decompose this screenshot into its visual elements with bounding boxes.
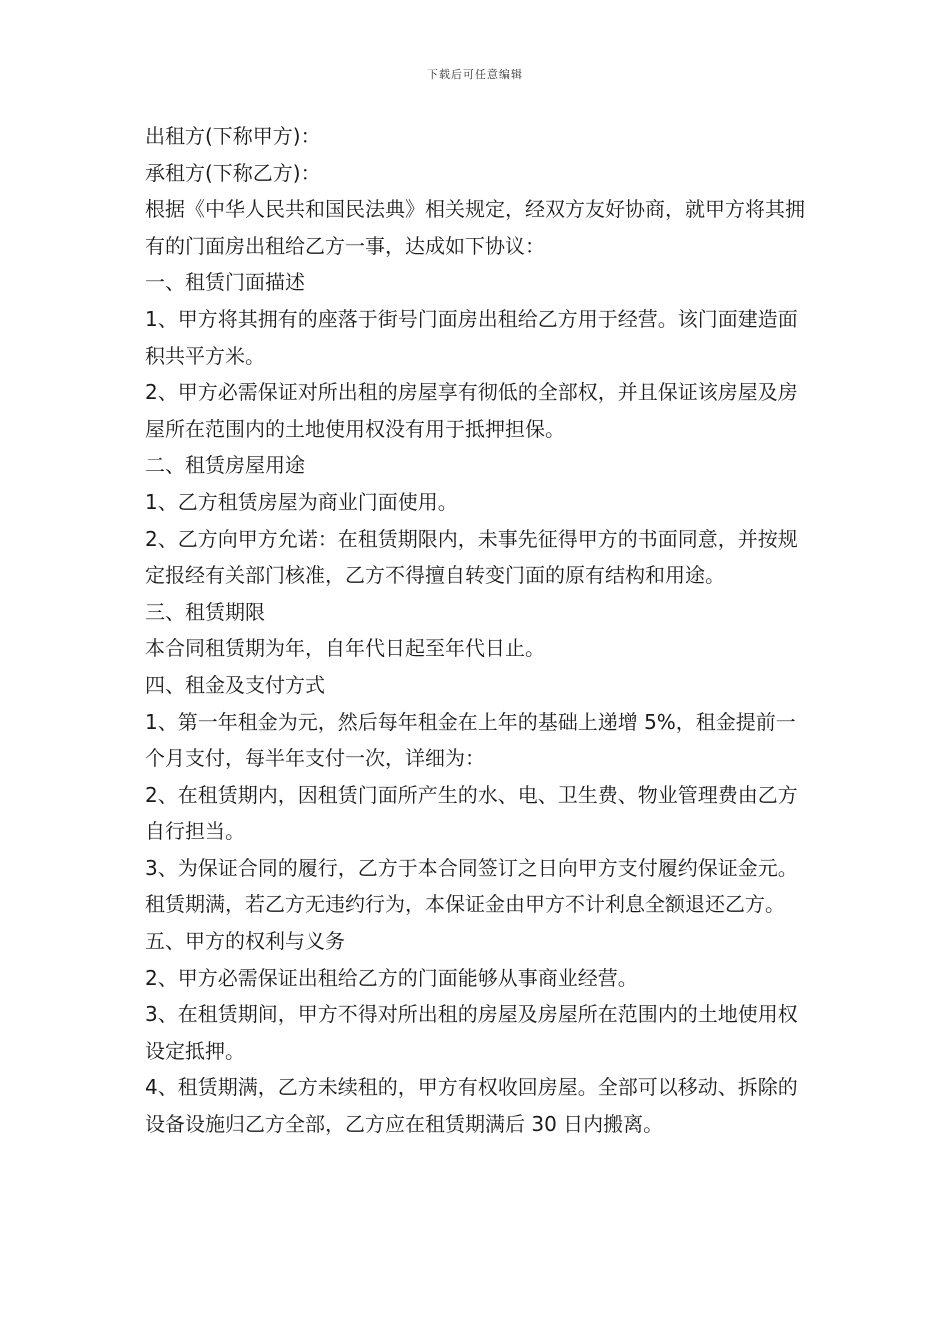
page-header: 下载后可任意编辑 (427, 68, 523, 81)
clause-4-1: 1、第一年租金为元，然后每年租金在上年的基础上递增 5%，租金提前一个月支付，每半年支付一次，详细为： (145, 709, 796, 771)
document-body (145, 118, 810, 1143)
clause-3-1: 本合同租赁期为年，自年代日起至年代日止。 (145, 636, 545, 661)
section-heading-2: 二、租赁房屋用途 (145, 453, 305, 478)
paragraph-lessee: 承租方(下称乙方)： (145, 160, 321, 185)
clause-2-2: 2、乙方向甲方允诺：在租赁期限内，未事先征得甲方的书面同意，并按规定报经有关部门核准，乙方不得擅自转变门面的原有结构和用途。 (145, 526, 798, 588)
clause-5-2: 2、甲方必需保证出租给乙方的门面能够从事商业经营。 (145, 965, 638, 990)
section-heading-3: 三、租赁期限 (145, 599, 265, 624)
paragraph-lessor: 出租方(下称甲方)： (145, 124, 321, 148)
clause-5-3: 3、在租赁期间，甲方不得对所出租的房屋及房屋所在范围内的土地使用权设定抵押。 (145, 1002, 798, 1063)
section-heading-5: 五、甲方的权利与义务 (145, 929, 345, 954)
paragraph-preamble: 根据《中华人民共和国民法典》相关规定，经双方友好协商，就甲方将其拥有的门面房出租给乙方一事，达成如下协议： (145, 197, 805, 258)
clause-5-4: 4、租赁期满，乙方未续租的，甲方有权收回房屋。全部可以移动、拆除的设备设施归乙方全部，乙方应在租赁期满后 30 日内搬离。 (145, 1075, 798, 1137)
section-heading-4: 四、租金及支付方式 (145, 672, 325, 697)
clause-2-1: 1、乙方租赁房屋为商业门面使用。 (145, 489, 458, 514)
clause-4-2: 2、在租赁期内，因租赁门面所产生的水、电、卫生费、物业管理费由乙方自行担当。 (145, 782, 798, 844)
clause-1-1: 1、甲方将其拥有的座落于街号门面房出租给乙方用于经营。该门面建造面积共平方米。 (145, 306, 798, 368)
clause-1-2: 2、甲方必需保证对所出租的房屋享有彻低的全部权，并且保证该房屋及房屋所在范围内的土地使用权没有用于抵押担保。 (145, 380, 798, 441)
clause-4-3: 3、为保证合同的履行，乙方于本合同签订之日向甲方支付履约保证金元。租赁期满，若乙方无违约行为，本保证金由甲方不计利息全额退还乙方。 (145, 855, 798, 917)
section-heading-1: 一、租赁门面描述 (145, 270, 305, 295)
